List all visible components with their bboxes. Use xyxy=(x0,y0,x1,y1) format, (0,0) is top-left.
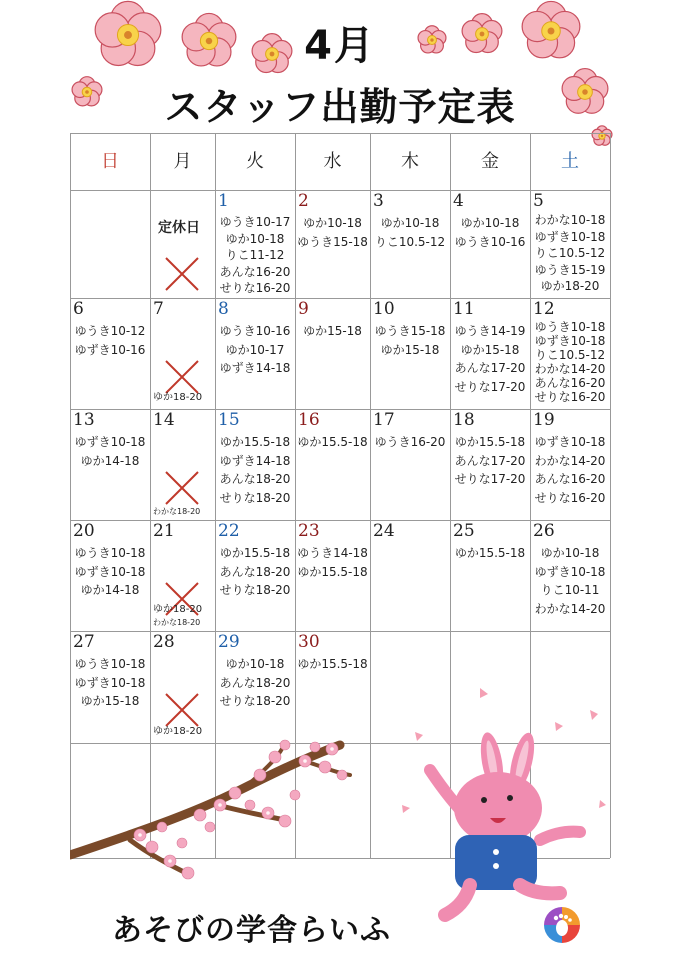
shift-entry: ゆか10-18 xyxy=(540,546,600,560)
shift-entry: せりな16-20 xyxy=(219,281,291,295)
calendar-day-cell xyxy=(150,409,215,520)
day-number: 27 xyxy=(73,632,95,652)
calendar-day-cell xyxy=(215,520,295,631)
day-number: 30 xyxy=(298,632,320,652)
shift-entry: ゆか14-18 xyxy=(80,583,140,597)
shift-entry: ゆか10-18 xyxy=(303,216,362,230)
calendar-day-cell xyxy=(215,298,295,409)
shift-entry: わかな14-20 xyxy=(534,601,606,616)
shift-entry: わかな10-18 xyxy=(534,213,606,227)
shift-entry: あんな17-20 xyxy=(454,361,526,375)
shift-list xyxy=(215,544,295,600)
shift-entry: ゆか10-18 xyxy=(225,231,285,246)
calendar-day-cell xyxy=(370,298,450,409)
day-number: 12 xyxy=(533,299,555,319)
shift-list xyxy=(70,433,150,470)
weekday-header: 日 xyxy=(101,151,119,172)
shift-entry: ゆずき14-18 xyxy=(219,453,291,468)
day-number: 11 xyxy=(453,299,475,319)
shift-entry: ゆか10-17 xyxy=(225,342,285,357)
grid-line xyxy=(610,133,611,858)
calendar-day-cell xyxy=(150,190,215,298)
calendar-day-cell xyxy=(295,631,370,743)
shift-list xyxy=(530,320,610,404)
calendar-day-cell xyxy=(450,298,530,409)
shift-entry: ゆうき10-17 xyxy=(219,215,291,229)
calendar-day-cell xyxy=(70,631,150,743)
shift-entry: ゆか15.5-18 xyxy=(297,657,368,671)
cherry-branch-illustration xyxy=(70,735,370,885)
shift-entry: ゆうき10-18 xyxy=(74,657,146,671)
shift-entry: あんな18-20 xyxy=(219,675,291,690)
shift-entry: ゆうき15-19 xyxy=(534,262,606,277)
shift-list xyxy=(70,322,150,359)
weekday-header: 土 xyxy=(561,151,579,172)
day-number: 21 xyxy=(153,521,175,541)
calendar-day-cell xyxy=(450,190,530,298)
day-number: 1 xyxy=(218,191,229,211)
shift-entry: ゆか15-18 xyxy=(460,342,520,357)
shift-entry: わかな14-20 xyxy=(534,453,606,468)
day-number: 6 xyxy=(73,299,84,319)
shift-entry: あんな16-20 xyxy=(534,472,606,486)
shift-entry: ゆうき10-12 xyxy=(74,324,146,338)
weekday-header: 水 xyxy=(323,151,342,172)
shift-entry: あんな16-20 xyxy=(534,376,606,390)
calendar-day-cell xyxy=(530,520,610,631)
shift-note: ゆか18-20 xyxy=(153,604,203,615)
shift-entry: ゆずき14-18 xyxy=(219,361,291,375)
calendar-day-cell xyxy=(295,298,370,409)
calendar-day-cell xyxy=(150,520,215,631)
calendar-day-cell xyxy=(70,520,150,631)
shift-entry: ゆか15.5-18 xyxy=(219,546,291,560)
shift-entry: せりな16-20 xyxy=(534,490,606,505)
shift-entry: ゆうき15-18 xyxy=(297,234,368,249)
shift-list xyxy=(215,214,295,297)
shift-entry: ゆか15.5-18 xyxy=(454,435,526,449)
shift-list xyxy=(450,322,530,396)
shift-entry: ゆか15.5-18 xyxy=(219,435,291,449)
shift-list xyxy=(530,212,610,295)
shift-list xyxy=(295,214,370,251)
day-number: 14 xyxy=(153,410,175,430)
shift-entry: ゆずき10-16 xyxy=(74,342,146,357)
shift-list xyxy=(450,214,530,251)
shift-entry: ゆうき10-16 xyxy=(454,234,526,249)
day-number: 9 xyxy=(298,299,309,319)
shift-list xyxy=(530,433,610,507)
day-number: 2 xyxy=(298,191,309,211)
weekday-header: 金 xyxy=(481,151,499,172)
shift-entry: ゆずき10-18 xyxy=(534,334,606,348)
day-number: 22 xyxy=(218,521,240,541)
shift-entry: ゆか15.5-18 xyxy=(297,564,368,579)
shift-note: わかな18-20 xyxy=(153,618,201,627)
day-number: 16 xyxy=(298,410,320,430)
calendar-day-cell xyxy=(450,520,530,631)
shift-entry: ゆか15-18 xyxy=(380,342,440,357)
calendar-day-cell xyxy=(295,190,370,298)
shift-entry: せりな16-20 xyxy=(534,390,606,404)
shift-entry: ゆずき10-18 xyxy=(74,675,146,690)
shift-entry: ゆずき10-18 xyxy=(534,229,606,244)
calendar-day-cell xyxy=(295,520,370,631)
day-number: 4 xyxy=(453,191,464,211)
shift-entry: ゆうき14-19 xyxy=(454,324,526,338)
calendar-day-cell xyxy=(215,631,295,743)
day-number: 25 xyxy=(453,521,475,541)
day-number: 20 xyxy=(73,521,95,541)
day-number: 23 xyxy=(298,521,320,541)
day-number: 17 xyxy=(373,410,395,430)
shift-entry: ゆか15.5-18 xyxy=(297,435,368,449)
calendar-day-cell xyxy=(70,298,150,409)
day-number: 24 xyxy=(373,521,395,541)
page-title: スタッフ出勤予定表 xyxy=(164,85,516,129)
shift-entry: せりな17-20 xyxy=(454,379,526,394)
calendar-day-cell xyxy=(150,298,215,409)
closed-cross-icon xyxy=(163,255,201,293)
shift-entry: りこ11-12 xyxy=(225,248,285,262)
shift-entry: ゆずき10-18 xyxy=(74,435,146,449)
shift-entry: ゆうき10-16 xyxy=(219,324,291,338)
calendar-day-cell xyxy=(295,409,370,520)
shift-entry: ゆうき14-18 xyxy=(297,546,368,560)
day-number: 15 xyxy=(218,410,240,430)
footprint-logo-icon xyxy=(543,906,581,944)
shift-entry: りこ10.5-12 xyxy=(534,246,606,260)
shift-entry: ゆうき16-20 xyxy=(374,435,446,449)
calendar-day-cell xyxy=(530,190,610,298)
shift-entry: ゆか15.5-18 xyxy=(454,546,526,560)
shift-entry: せりな18-20 xyxy=(219,583,291,597)
day-number: 3 xyxy=(373,191,384,211)
shift-entry: ゆずき10-18 xyxy=(534,435,606,449)
calendar-day-cell xyxy=(530,298,610,409)
calendar-day-cell xyxy=(150,631,215,743)
shift-note: ゆか18-20 xyxy=(153,392,203,403)
weekday-header: 火 xyxy=(246,151,264,172)
shift-list xyxy=(295,544,370,581)
day-number: 18 xyxy=(453,410,475,430)
shift-entry: あんな18-20 xyxy=(219,472,291,486)
shift-list xyxy=(215,433,295,507)
day-number: 10 xyxy=(373,299,395,319)
shift-entry: ゆか15-18 xyxy=(80,694,140,708)
day-number: 13 xyxy=(73,410,95,430)
day-number: 5 xyxy=(533,191,544,211)
shift-list xyxy=(215,655,295,711)
shift-entry: せりな18-20 xyxy=(219,490,291,505)
shift-entry: ゆうき10-18 xyxy=(74,546,146,560)
shift-entry: ゆか15-18 xyxy=(303,324,362,338)
calendar-day-cell xyxy=(70,409,150,520)
shift-entry: ゆうき15-18 xyxy=(374,324,446,338)
calendar-day-cell xyxy=(370,520,450,631)
day-number: 26 xyxy=(533,521,555,541)
calendar-day-cell xyxy=(370,409,450,520)
day-number: 29 xyxy=(218,632,240,652)
shift-list xyxy=(450,433,530,489)
shift-entry: あんな17-20 xyxy=(454,453,526,468)
shift-list xyxy=(370,433,450,452)
shift-entry: りこ10-11 xyxy=(540,583,600,597)
shift-note: ゆか18-20 xyxy=(153,726,203,737)
weekday-header: 木 xyxy=(401,151,419,172)
closed-cross-icon xyxy=(163,469,201,507)
calendar-day-cell xyxy=(370,190,450,298)
shift-list xyxy=(70,655,150,711)
page-month: 4月 xyxy=(304,23,376,69)
shift-list xyxy=(370,322,450,359)
shift-entry: ゆか10-18 xyxy=(380,216,440,230)
shift-list xyxy=(295,322,370,341)
day-number: 7 xyxy=(153,299,164,319)
shift-note: わかな18-20 xyxy=(153,507,201,516)
shift-list xyxy=(295,655,370,674)
shift-entry: ゆか18-20 xyxy=(540,279,600,293)
shift-entry: ゆか10-18 xyxy=(225,657,285,671)
closed-cross-icon xyxy=(163,691,201,729)
shift-entry: りこ10.5-12 xyxy=(534,348,606,362)
shift-entry: せりな18-20 xyxy=(219,694,291,708)
shift-entry: あんな18-20 xyxy=(219,564,291,579)
weekday-header: 月 xyxy=(173,151,192,172)
calendar-day-cell xyxy=(450,409,530,520)
shift-entry: あんな16-20 xyxy=(219,264,291,279)
shift-list xyxy=(295,433,370,452)
shift-entry: りこ10.5-12 xyxy=(374,234,446,249)
shift-list xyxy=(370,214,450,251)
facility-name: あそびの学舎らいふ xyxy=(112,913,391,948)
shift-entry: わかな14-20 xyxy=(534,362,606,376)
calendar-day-cell xyxy=(215,190,295,298)
shift-list xyxy=(450,544,530,563)
shift-entry: せりな17-20 xyxy=(454,472,526,486)
closed-day-label: 定休日 xyxy=(158,220,200,236)
day-number: 28 xyxy=(153,632,175,652)
shift-entry: ゆか14-18 xyxy=(80,453,140,468)
shift-list xyxy=(530,544,610,618)
day-number: 19 xyxy=(533,410,555,430)
calendar-day-cell xyxy=(530,409,610,520)
shift-entry: ゆか10-18 xyxy=(460,216,520,230)
shift-list xyxy=(70,544,150,600)
rabbit-illustration xyxy=(400,680,610,925)
shift-entry: ゆずき10-18 xyxy=(74,564,146,579)
shift-entry: ゆうき10-18 xyxy=(534,320,606,334)
shift-list xyxy=(215,322,295,378)
calendar-day-cell xyxy=(70,190,150,298)
day-number: 8 xyxy=(218,299,229,319)
shift-entry: ゆずき10-18 xyxy=(534,564,606,579)
calendar-day-cell xyxy=(215,409,295,520)
